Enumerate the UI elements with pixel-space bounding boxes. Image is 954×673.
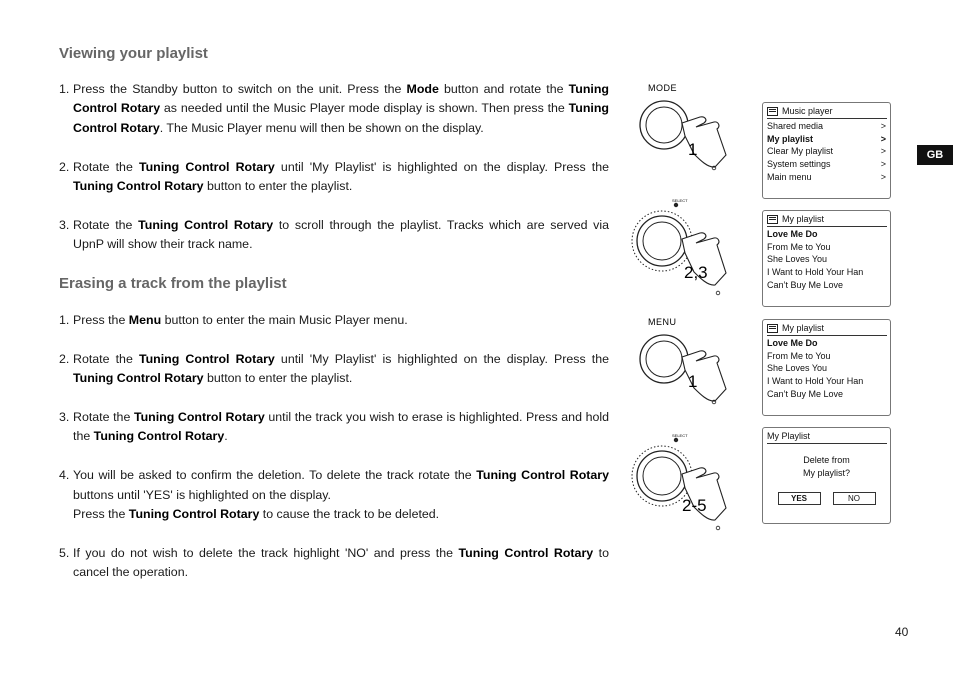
display-my-playlist-1 — [762, 210, 891, 307]
step-number: 1. — [59, 82, 70, 96]
display-menu-item — [767, 350, 886, 363]
submenu-arrow-icon: > — [880, 146, 886, 157]
step-text: You will be asked to confirm the deletion. To delete the track rotate the — [73, 468, 477, 483]
display-menu-item — [767, 279, 886, 292]
submenu-arrow-icon: > — [880, 121, 886, 131]
menu-label: MENU — [648, 317, 677, 327]
step-paragraph — [59, 466, 609, 524]
display-menu-item — [767, 337, 886, 350]
bold-term: Tuning Control Rotary — [458, 545, 594, 560]
display-menu-item — [767, 145, 886, 158]
menu-item-label: Shared media — [767, 121, 824, 131]
step-label: 2-5 — [682, 496, 707, 515]
confirm-line-1: Delete from — [803, 455, 850, 465]
step-text: button to enter the main Music Player menu. — [161, 313, 408, 327]
list-icon — [767, 324, 778, 333]
bold-term: Tuning Control Rotary — [138, 217, 274, 232]
menu-item-label: Can’t Buy Me Love — [767, 388, 844, 399]
display-menu-item — [767, 228, 886, 241]
submenu-arrow-icon: > — [880, 159, 886, 170]
step-text: to scroll through the playlist. Tracks which are served via UpnP will show their track name. — [73, 217, 610, 252]
knob-outer-ring — [640, 335, 688, 383]
erasing-steps — [59, 311, 609, 583]
step-paragraph — [59, 80, 609, 138]
step-text: Rotate the — [73, 159, 139, 174]
step-paragraph — [59, 158, 609, 197]
mode-label: MODE — [648, 83, 677, 93]
knob-inner-ring — [646, 341, 682, 377]
display-menu-item — [767, 362, 886, 375]
language-tab: GB — [917, 145, 953, 165]
section-heading-erasing: Erasing a track from the playlist — [59, 275, 287, 292]
step-number: 3. — [59, 217, 70, 232]
submenu-arrow-icon: > — [880, 133, 886, 144]
display-title: My playlist — [782, 323, 825, 334]
step-number: 2. — [59, 159, 70, 174]
menu-item-label: From Me to You — [767, 350, 831, 361]
menu-item-label: I Want to Hold Your Han — [767, 267, 864, 278]
step-number: 2. — [59, 351, 70, 366]
step-text: until 'My Playlist' is highlighted on the display. Press the — [274, 351, 609, 366]
step-label: 2,3 — [684, 263, 708, 282]
step-text: Press the — [73, 507, 129, 522]
display-menu-item — [767, 120, 886, 133]
menu-item-label: Love Me Do — [767, 229, 818, 239]
step-number: 1. — [59, 313, 70, 327]
display-my-playlist-2 — [762, 319, 891, 416]
step-text: Press the Standby button to switch on the unit. Press the — [73, 82, 407, 96]
step-number: 4. — [59, 468, 70, 483]
menu-item-label: Main menu — [767, 171, 812, 182]
menu-item-label: From Me to You — [767, 241, 831, 252]
menu-item-label: System settings — [767, 159, 831, 170]
step-paragraph — [59, 408, 609, 447]
menu-item-label: My playlist — [767, 133, 814, 144]
step-text: button to enter the playlist. — [203, 371, 353, 386]
step-paragraph — [59, 544, 609, 583]
step-text: . The Music Player menu will then be shown on the display. — [159, 120, 484, 135]
viewing-steps — [59, 80, 609, 255]
display-menu-item — [767, 158, 886, 171]
display-music-player — [762, 102, 891, 199]
step-text: buttons until 'YES' is highlighted on the display. — [73, 487, 331, 502]
step-number: 5. — [59, 545, 70, 560]
step-text: button to enter the playlist. — [203, 179, 353, 194]
bold-term: Tuning Control Rotary — [476, 468, 609, 483]
knob-outer-ring — [640, 101, 688, 149]
menu-item-label: She Loves You — [767, 254, 828, 265]
menu-item-label: Clear My playlist — [767, 146, 834, 157]
step-text: Rotate the — [73, 351, 139, 366]
section-heading-viewing: Viewing your playlist — [59, 45, 208, 62]
step-paragraph — [59, 311, 609, 330]
bold-term: Menu — [128, 313, 162, 327]
page-number: 40 — [895, 625, 909, 639]
display-menu-item — [767, 375, 886, 388]
bold-term: Tuning Control Rotary — [73, 101, 609, 135]
display-menu-item — [767, 266, 886, 279]
bold-term: Tuning Control Rotary — [73, 179, 204, 194]
list-icon — [767, 215, 778, 224]
bold-term: Tuning Control Rotary — [73, 82, 609, 116]
mode-knob-figure — [630, 80, 740, 175]
yes-option: YES — [778, 492, 821, 505]
step-text: button and rotate the — [438, 82, 569, 96]
step-text: until 'My Playlist' is highlighted on the display. Press the — [274, 159, 609, 174]
display-menu-item — [767, 388, 886, 401]
step-paragraph — [59, 216, 609, 255]
step-text: Press the — [73, 313, 129, 327]
confirm-line-2: My playlist? — [802, 467, 850, 478]
menu-knob-figure — [630, 314, 740, 409]
display-menu-item — [767, 133, 886, 146]
bold-term: Tuning Control Rotary — [133, 410, 265, 424]
step-text: Rotate the — [73, 410, 134, 424]
step-label: 1 — [688, 140, 698, 159]
step-text: If you do not wish to delete the track highlight 'NO' and press the — [73, 545, 459, 560]
knob-inner-ring — [646, 107, 682, 143]
rotary-knob-figure-2 — [630, 428, 740, 538]
step-text: to cause the track to be deleted. — [259, 507, 440, 522]
step-text: Rotate the — [73, 217, 139, 232]
rotary-knob-figure-1 — [630, 193, 740, 303]
display-menu-item — [767, 241, 886, 254]
menu-item-label: She Loves You — [767, 363, 828, 374]
display-title: My Playlist — [767, 431, 811, 442]
menu-item-label: Love Me Do — [767, 338, 818, 348]
step-label: 1 — [688, 372, 698, 391]
display-title: My playlist — [782, 214, 825, 225]
step-number: 3. — [59, 410, 70, 424]
bold-term: Tuning Control Rotary — [138, 351, 275, 366]
display-delete-confirm — [762, 427, 891, 524]
submenu-arrow-icon: > — [880, 171, 886, 182]
menu-item-label: I Want to Hold Your Han — [767, 376, 864, 387]
select-label: SELECT — [672, 198, 688, 203]
step-paragraph — [59, 350, 609, 389]
display-menu-item — [767, 171, 886, 184]
bold-term: Tuning Control Rotary — [138, 159, 275, 174]
display-title: Music player — [782, 106, 833, 117]
bold-term: Tuning Control Rotary — [93, 429, 225, 444]
no-option: NO — [833, 492, 876, 505]
step-text: until the track you wish to erase is highlighted. Press and hold the — [73, 410, 609, 444]
step-text: . — [224, 429, 228, 444]
bold-term: Mode — [406, 82, 439, 96]
select-label: SELECT — [672, 433, 688, 438]
step-text: as needed until the Music Player mode display is shown. Then press the — [160, 101, 569, 116]
menu-item-label: Can’t Buy Me Love — [767, 279, 844, 290]
display-menu-item — [767, 253, 886, 266]
list-icon — [767, 107, 778, 116]
bold-term: Tuning Control Rotary — [128, 507, 260, 522]
bold-term: Tuning Control Rotary — [73, 371, 204, 386]
step-text: to cancel the operation. — [73, 545, 610, 580]
